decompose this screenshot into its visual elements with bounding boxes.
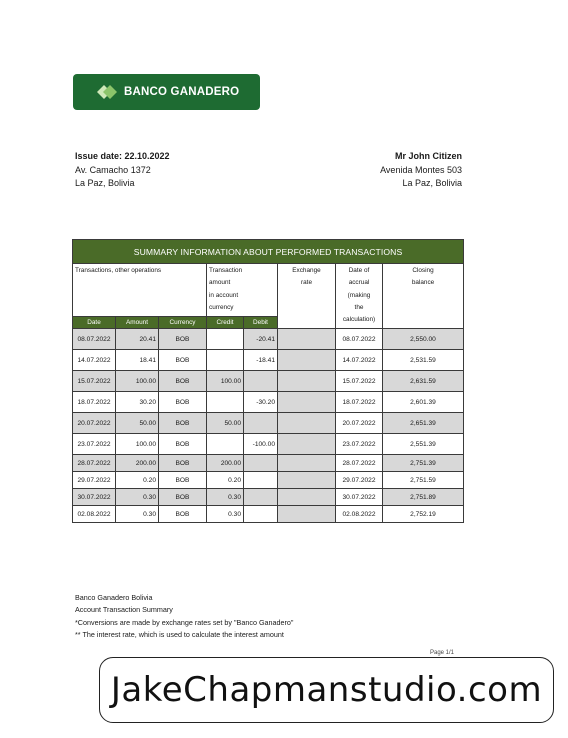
transactions-table bbox=[72, 239, 464, 523]
watermark-text: JakeChapmanstudio.com bbox=[110, 670, 543, 710]
issuer-address-line2: La Paz, Bolivia bbox=[75, 178, 135, 188]
footer-notes bbox=[75, 592, 293, 642]
table-row: 30.07.2022 0.30 BOB 0.30 30.07.2022 2,751.89 bbox=[73, 489, 464, 506]
header-amount-in-currency: Transaction amount in account currency bbox=[207, 264, 278, 317]
subheader-date: Date bbox=[73, 317, 116, 329]
issuer-block bbox=[75, 150, 170, 191]
table-row: 14.07.2022 18.41 BOB -18.41 14.07.2022 2,531.59 bbox=[73, 350, 464, 371]
table-row: 28.07.2022 200.00 BOB 200.00 28.07.2022 2,751.39 bbox=[73, 455, 464, 472]
table-row: 23.07.2022 100.00 BOB -100.00 23.07.2022 2,551.39 bbox=[73, 434, 464, 455]
footer-conversion-note: *Conversions are made by exchange rates set by "Banco Ganadero" bbox=[75, 617, 294, 627]
issue-date: Issue date: 22.10.2022 bbox=[75, 151, 170, 161]
table-row: 08.07.2022 20.41 BOB -20.41 08.07.2022 2,550.00 bbox=[73, 329, 464, 350]
watermark-banner bbox=[99, 657, 554, 723]
footer-interest-note: ** The interest rate, which is used to calculate the interest amount bbox=[75, 630, 284, 640]
recipient-address-line1: Avenida Montes 503 bbox=[380, 164, 462, 175]
header-exchange-rate: Exchange rate bbox=[278, 264, 336, 329]
bank-logo bbox=[73, 74, 260, 110]
page-number: Page 1/1 bbox=[430, 650, 455, 656]
header-date-of-accrual: Date of accrual (making the calculation) bbox=[336, 264, 383, 329]
transactions-summary bbox=[72, 239, 463, 523]
table-row: 02.08.2022 0.30 BOB 0.30 02.08.2022 2,752.19 bbox=[73, 506, 464, 523]
recipient-address-line2: La Paz, Bolivia bbox=[402, 178, 462, 188]
header-transactions: Transactions, other operations bbox=[73, 264, 207, 317]
table-row: 29.07.2022 0.20 BOB 0.20 29.07.2022 2,751.59 bbox=[73, 472, 464, 489]
subheader-amount: Amount bbox=[116, 317, 159, 329]
issuer-address-line1: Av. Camacho 1372 bbox=[75, 164, 151, 175]
subheader-debit: Debit bbox=[244, 317, 278, 329]
table-row: 18.07.2022 30.20 BOB -30.20 18.07.2022 2,601.39 bbox=[73, 392, 464, 413]
footer-bank-name: Banco Ganadero Bolivia bbox=[75, 593, 153, 602]
table-title: SUMMARY INFORMATION ABOUT PERFORMED TRANSACTIONS bbox=[73, 240, 464, 264]
header-closing-balance: Closing balance bbox=[383, 264, 464, 329]
recipient-name: Mr John Citizen bbox=[395, 151, 462, 161]
table-row: 20.07.2022 50.00 BOB 50.00 20.07.2022 2,651.39 bbox=[73, 413, 464, 434]
table-row: 15.07.2022 100.00 BOB 100.00 15.07.2022 2,631.59 bbox=[73, 371, 464, 392]
footer-document-type: Account Transaction Summary bbox=[75, 605, 173, 615]
subheader-currency: Currency bbox=[159, 317, 207, 329]
bank-name: BANCO GANADERO bbox=[124, 86, 240, 98]
bank-logo-diamond-icon bbox=[95, 84, 119, 100]
subheader-credit: Credit bbox=[207, 317, 244, 329]
recipient-block bbox=[380, 150, 462, 191]
